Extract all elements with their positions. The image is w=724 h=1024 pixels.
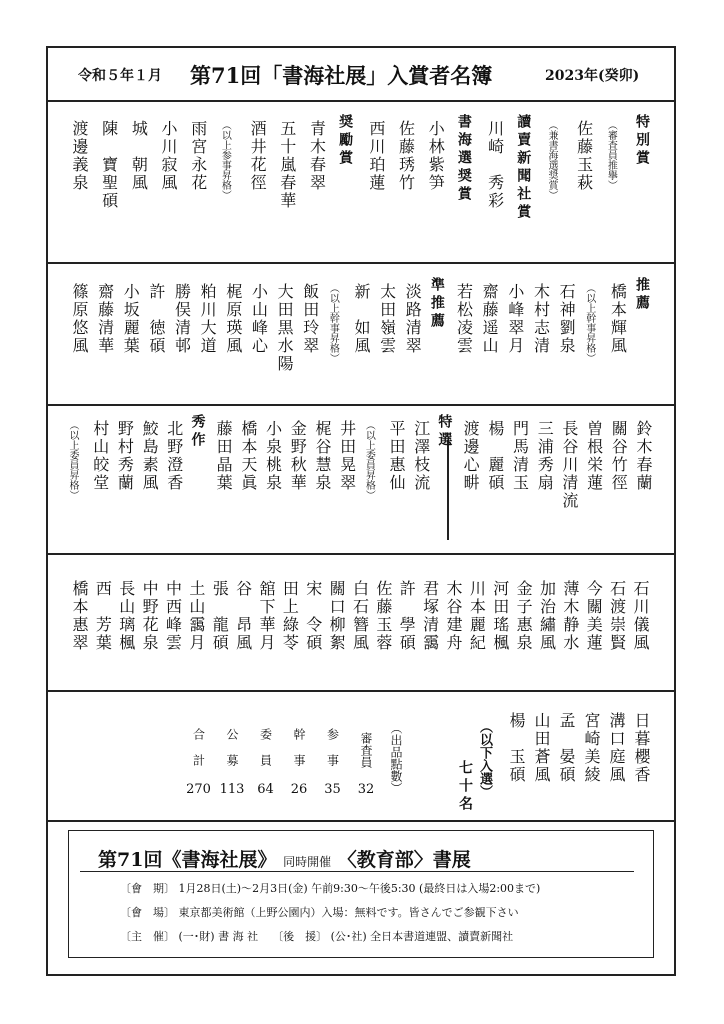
winner-name: 渡邊義泉	[70, 120, 89, 192]
winner-name: 橋本惠翠	[70, 580, 89, 652]
winner-name: 長谷川清流	[559, 420, 579, 510]
winner-name: 齋藤遥山	[480, 283, 500, 355]
stat-label: 参事	[325, 728, 340, 780]
exhibition-title-main: 第71回《書海社展》	[98, 849, 277, 871]
winner-name: 佐藤玉萩	[574, 120, 594, 192]
winner-name: 關口柳絮	[327, 580, 347, 652]
winner-name: 若松凌雲	[454, 283, 474, 355]
winner-name: 谷 昂風	[233, 580, 253, 652]
stat-label: 公募	[225, 728, 239, 780]
winner-name: 橋本天眞	[238, 420, 258, 492]
winner-name: 金野秋華	[288, 420, 308, 492]
winner-name: 小泉桃泉	[263, 420, 283, 492]
winner-name: 篠原悠風	[70, 283, 89, 355]
winner-name: 木谷建舟	[444, 580, 463, 652]
stat-item	[185, 728, 213, 797]
winner-name: 關谷竹徑	[609, 420, 629, 492]
winner-name: 三浦秀扇	[535, 420, 555, 492]
winner-name: 薄木静水	[560, 580, 580, 652]
stat-value: 32	[357, 782, 375, 797]
divider	[46, 100, 676, 102]
divider	[46, 553, 676, 555]
stat-item	[285, 728, 313, 797]
winner-name: 川本麗紀	[467, 580, 487, 652]
winner-name: 藤田晶葉	[214, 420, 234, 492]
winner-name: 小峰翠月	[505, 283, 525, 355]
winner-name: 小林紫笋	[426, 120, 446, 192]
winner-name: 加治繡風	[537, 580, 557, 652]
support-label: 〔後 援〕	[272, 930, 328, 943]
winner-name: 石渡崇賢	[607, 580, 627, 652]
award-label: 奨勵賞	[337, 114, 354, 168]
winner-name: 淡路清翠	[403, 283, 423, 355]
winner-name: 溝口庭風	[607, 712, 626, 784]
organizer-row	[120, 928, 513, 944]
winner-name: 金子惠泉	[514, 580, 534, 652]
winner-name: 孟 晏碩	[557, 712, 576, 784]
winner-name: 舘下華月	[257, 580, 276, 652]
venue-row	[120, 904, 519, 920]
stat-item	[252, 728, 280, 797]
winner-name: 田上綠苓	[280, 580, 300, 652]
winner-name: 土山靄月	[186, 580, 206, 652]
era-date: 令和５年１月	[78, 68, 162, 84]
winner-name: 宮崎美綾	[582, 712, 601, 784]
winner-name: 平田惠仙	[387, 420, 407, 492]
venue-label: 〔會 場〕	[120, 906, 175, 919]
award-label: 特別賞	[634, 114, 650, 168]
winner-name: 江澤枝流	[411, 420, 431, 492]
winner-name: 中西峰雲	[163, 580, 183, 652]
award-label: 秀作	[189, 414, 206, 450]
winner-name: 橋本輝風	[608, 283, 628, 355]
host-label: 〔主 催〕	[120, 930, 175, 943]
stat-label: 委員	[258, 728, 273, 780]
winner-name: 渡邊心畊	[461, 420, 481, 492]
divider	[46, 404, 676, 406]
rank-note: （兼書海選奨賞）	[545, 120, 557, 200]
stats-note: （出品點數）	[389, 722, 403, 794]
winner-name: 新 如風	[352, 283, 371, 355]
stat-label: 審査員	[359, 732, 373, 768]
winner-name: 齋藤清華	[95, 283, 115, 355]
period-label: 〔會 期〕	[120, 882, 175, 895]
winner-name: 門馬清玉	[510, 420, 530, 492]
winner-name: 張 龍碩	[210, 580, 230, 652]
support-text: (公･社) 全日本書道連盟、讀賣新聞社	[330, 930, 514, 943]
winner-name: 佐藤玉蓉	[373, 580, 393, 652]
winner-name: 粕川大道	[198, 283, 218, 355]
winner-name: 青木春翠	[307, 120, 327, 192]
period-text: 1月28日(土)～2月3日(金) 午前9:30～午後5:30 (最終日は入場2:00まで)	[178, 882, 541, 895]
winner-name: 村山皎堂	[90, 420, 110, 492]
winner-name: 河田瑤楓	[490, 580, 510, 652]
entries-count-label: 七十名	[457, 760, 473, 814]
winner-name: 梶原瑛風	[223, 283, 243, 355]
winner-name: 野村秀蘭	[115, 420, 135, 492]
winner-name: 曽根栄蓮	[584, 420, 604, 492]
stat-value: 113	[219, 782, 245, 797]
winner-name: 陳 寶聖碩	[99, 120, 119, 210]
winner-name: 勝俣清邨	[172, 283, 192, 355]
winner-name: 許 學碩	[397, 580, 417, 652]
divider	[46, 690, 676, 692]
year-label: 2023年(癸卯)	[545, 68, 640, 84]
winner-name: 雨宮永花	[188, 120, 208, 192]
winner-name: 石川儀風	[631, 580, 650, 652]
exhibition-title	[98, 845, 471, 872]
winner-name: 今關美蓮	[584, 580, 604, 652]
page-title: 第71回「書海社展」入賞者名簿	[190, 63, 493, 88]
winner-name: 小坂麗葉	[121, 283, 141, 355]
award-label: 推薦	[634, 277, 650, 313]
stat-label: 合計	[191, 728, 206, 780]
winner-name: 西川珀蓮	[366, 120, 386, 192]
winner-name: 許 徳碩	[146, 283, 166, 355]
winner-name: 中野花泉	[140, 580, 160, 652]
winner-name: 君塚清靄	[420, 580, 440, 652]
winner-name: 楊 玉碩	[507, 712, 526, 784]
winner-name: 井田晃翠	[337, 420, 357, 492]
award-label: 書海選奨賞	[455, 114, 472, 204]
winner-name: 太田嶺雲	[377, 283, 397, 355]
stat-item	[352, 728, 380, 797]
award-label: 特選	[436, 414, 453, 450]
winner-name: 小山峰心	[249, 283, 269, 355]
stat-value: 270	[186, 782, 211, 797]
period-row	[120, 880, 540, 896]
winner-name: 佐藤琇竹	[396, 120, 416, 192]
winner-name: 木村志清	[531, 283, 551, 355]
stat-label: 幹事	[292, 728, 306, 780]
award-label: 準推薦	[428, 277, 445, 331]
stat-value: 26	[290, 782, 308, 797]
stat-item	[218, 728, 246, 797]
winner-name: 大田黒水陽	[275, 283, 295, 373]
rank-note: （審査員推擧）	[605, 120, 617, 190]
divider	[46, 262, 676, 264]
winner-name: 飯田玲翠	[300, 283, 320, 355]
winner-name: 梶谷慧泉	[312, 420, 332, 492]
winner-name: 西 芳葉	[93, 580, 113, 652]
winner-name: 楊 麗碩	[485, 420, 505, 492]
winner-name: 城 朝風	[129, 120, 149, 192]
rank-note: （以上幹事昇格）	[327, 283, 339, 363]
winner-name: 北野澄香	[164, 420, 184, 492]
winner-name: 鮫島素風	[140, 420, 160, 492]
rank-note: （以上委員昇格）	[67, 420, 78, 500]
host-text: (一･財) 書 海 社	[178, 930, 259, 943]
rank-note: （以上委員昇格）	[363, 420, 375, 500]
title-underline	[80, 871, 634, 872]
stat-value: 35	[324, 782, 341, 797]
rank-note: （以上幹事昇格）	[583, 283, 595, 363]
winner-name: 長山璃楓	[116, 580, 136, 652]
winner-name: 日暮櫻香	[632, 712, 651, 784]
award-label: 讀賣新聞社賞	[515, 114, 532, 222]
section-separator	[447, 440, 449, 540]
winner-name: 小川寂風	[159, 120, 179, 192]
stat-item	[319, 728, 347, 797]
winner-name: 宋 令碩	[303, 580, 323, 652]
exhibition-title-sub: 〈教育部〉書展	[337, 849, 471, 871]
rank-note: （以上参事昇格）	[219, 120, 231, 200]
venue-text: 東京都美術館（上野公園内）入場：無料です。皆さんでご参観下さい	[178, 906, 519, 919]
exhibition-title-concurrent: 同時開催	[283, 855, 332, 869]
winner-name: 白石簪風	[350, 580, 370, 652]
stat-value: 64	[257, 782, 274, 797]
winner-name: 五十嵐春華	[277, 120, 297, 210]
winner-name: 酒井花徑	[248, 120, 268, 192]
winner-name: 鈴木春蘭	[634, 420, 653, 492]
winner-name: 山田蒼風	[532, 712, 551, 784]
entries-note: （以下入選）	[477, 720, 492, 798]
winner-name: 石神劉泉	[557, 283, 577, 355]
divider	[46, 820, 676, 822]
winner-name: 川崎 秀彩	[485, 120, 505, 210]
